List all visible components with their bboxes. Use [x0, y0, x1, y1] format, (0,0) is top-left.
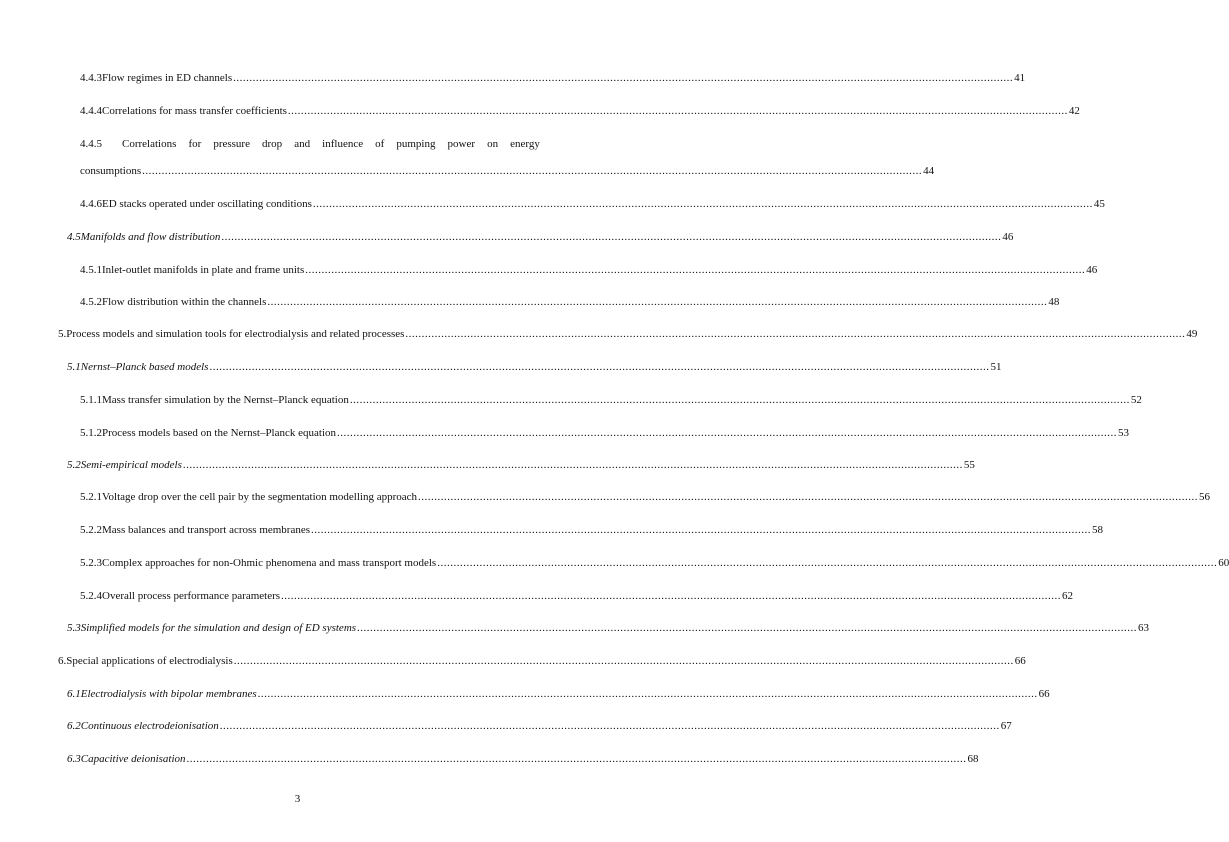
section-title: Process models and simulation tools for electrodialysis and related processes	[66, 328, 405, 340]
dot-leader	[267, 295, 1047, 309]
page-ref: 67	[1000, 720, 1012, 732]
dot-leader	[350, 393, 1130, 407]
section-number: 4.5	[67, 231, 81, 243]
toc-entry-6-1[interactable]	[67, 687, 1050, 701]
section-number: 5.2.4	[80, 590, 102, 602]
section-number: 6.2	[67, 720, 81, 732]
section-number: 6.3	[67, 753, 81, 765]
section-number: 4.4.4	[80, 105, 102, 117]
section-title-line1	[122, 137, 540, 151]
title-word: power	[447, 138, 476, 150]
section-number: 5.1	[67, 361, 81, 373]
section-number: 5.2	[67, 459, 81, 471]
title-word: pressure	[213, 138, 250, 150]
dot-leader	[234, 654, 1014, 668]
dot-leader	[187, 752, 967, 766]
section-number: 6.	[58, 655, 67, 667]
toc-entry-4-4-4[interactable]	[80, 104, 1080, 118]
dot-leader	[233, 71, 1013, 85]
section-number: 4.4.5	[80, 138, 102, 150]
section-number: 5.1.2	[80, 427, 102, 439]
section-number: 5.	[58, 328, 67, 340]
dot-leader	[357, 621, 1137, 635]
toc-entry-5-1-2[interactable]	[80, 426, 1130, 440]
dot-leader	[418, 490, 1198, 504]
page-ref: 56	[1199, 491, 1211, 503]
section-number: 5.2.3	[80, 557, 102, 569]
section-title: Nernst–Planck based models	[80, 361, 209, 373]
section-title: ED stacks operated under oscillating conditions	[102, 198, 312, 210]
section-title: Complex approaches for non-Ohmic phenomena and mass transport models	[102, 557, 437, 569]
toc-entry-4-5-2[interactable]	[80, 295, 1060, 309]
page-ref: 42	[1068, 105, 1080, 117]
toc-entry-4-5[interactable]	[67, 230, 1014, 244]
toc-entry-6-2[interactable]	[67, 719, 1012, 733]
dot-leader	[311, 523, 1091, 537]
section-number: 5.2.2	[80, 524, 102, 536]
section-number: 6.1	[67, 688, 81, 700]
toc-entry-5-2-4[interactable]	[80, 589, 1074, 603]
section-title: Process models based on the Nernst–Planck equation	[102, 427, 337, 439]
dot-leader	[183, 458, 963, 472]
section-title: Simplified models for the simulation and design of ED systems	[80, 622, 357, 634]
dot-leader	[258, 687, 1038, 701]
page-ref: 62	[1062, 590, 1074, 602]
toc-entry-4-5-1[interactable]	[80, 263, 1098, 277]
section-number: 4.5.2	[80, 296, 102, 308]
page-ref: 60	[1218, 557, 1229, 569]
title-word: on	[487, 138, 499, 150]
page-ref: 49	[1186, 328, 1198, 340]
toc-entry-5-2-1[interactable]	[80, 490, 1211, 504]
dot-leader	[209, 360, 989, 374]
page-ref: 68	[967, 753, 979, 765]
toc-entry-5[interactable]	[58, 327, 1198, 341]
page-ref: 55	[963, 459, 975, 471]
dot-leader	[142, 164, 922, 178]
toc-entry-5-2-3[interactable]	[80, 556, 1229, 570]
section-title: Special applications of electrodialysis	[66, 655, 233, 667]
page-ref: 45	[1093, 198, 1105, 210]
section-title: Correlations for mass transfer coefficients	[102, 105, 287, 117]
page-ref: 48	[1048, 296, 1060, 308]
page-ref: 63	[1138, 622, 1150, 634]
section-title: Capacitive deionisation	[80, 753, 186, 765]
title-word: influence	[322, 138, 364, 150]
title-word: energy	[510, 138, 540, 150]
section-number: 4.4.3	[80, 72, 102, 84]
page-ref: 44	[923, 165, 935, 177]
dot-leader	[337, 426, 1117, 440]
section-title-line2: consumptions	[80, 165, 142, 177]
page-ref: 52	[1130, 394, 1142, 406]
section-title: Voltage drop over the cell pair by the segmentation modelling approach	[102, 491, 418, 503]
toc-entry-5-2-2[interactable]	[80, 523, 1104, 537]
page-ref: 51	[990, 361, 1002, 373]
page-ref: 46	[1086, 264, 1098, 276]
section-number: 4.5.1	[80, 264, 102, 276]
section-title: Inlet-outlet manifolds in plate and frame units	[102, 264, 305, 276]
title-word: pumping	[396, 138, 436, 150]
toc-entry-6-3[interactable]	[67, 752, 979, 766]
section-number: 5.2.1	[80, 491, 102, 503]
dot-leader	[313, 197, 1093, 211]
page-ref: 66	[1014, 655, 1026, 667]
section-title: Semi-empirical models	[80, 459, 182, 471]
dot-leader	[288, 104, 1068, 118]
page-number: 3	[294, 793, 301, 805]
title-word: of	[375, 138, 385, 150]
section-title: Manifolds and flow distribution	[80, 231, 221, 243]
dot-leader	[281, 589, 1061, 603]
toc-entry-4-4-6[interactable]	[80, 197, 1105, 211]
dot-leader	[405, 327, 1185, 341]
toc-entry-5-1[interactable]	[67, 360, 1002, 374]
page-ref: 41	[1014, 72, 1026, 84]
section-title: Flow distribution within the channels	[102, 296, 267, 308]
section-title: Mass transfer simulation by the Nernst–Planck equation	[102, 394, 349, 406]
section-number: 4.4.6	[80, 198, 102, 210]
section-number: 5.1.1	[80, 394, 102, 406]
toc-entry-6[interactable]	[58, 654, 1026, 668]
page-ref: 66	[1038, 688, 1050, 700]
section-title: Electrodialysis with bipolar membranes	[80, 688, 257, 700]
dot-leader	[437, 556, 1217, 570]
page-ref: 46	[1002, 231, 1014, 243]
section-title: Overall process performance parameters	[102, 590, 281, 602]
toc-entry-5-2[interactable]	[67, 458, 975, 472]
title-word: and	[294, 138, 311, 150]
toc-entry-4-4-5-line2[interactable]	[80, 164, 935, 178]
section-title: Mass balances and transport across membranes	[102, 524, 311, 536]
title-word: Correlations	[122, 138, 177, 150]
title-word: for	[188, 138, 202, 150]
section-title: Flow regimes in ED channels	[102, 72, 233, 84]
dot-leader	[221, 230, 1001, 244]
toc-entry-4-4-3[interactable]	[80, 71, 1026, 85]
section-title: Continuous electrodeionisation	[80, 720, 219, 732]
toc-entry-5-1-1[interactable]	[80, 393, 1142, 407]
toc-entry-4-4-5-line1[interactable]	[80, 137, 540, 151]
section-number: 5.3	[67, 622, 81, 634]
page-ref: 58	[1092, 524, 1104, 536]
toc-entry-5-3[interactable]	[67, 621, 1150, 635]
dot-leader	[220, 719, 1000, 733]
dot-leader	[305, 263, 1085, 277]
page-ref: 53	[1118, 427, 1130, 439]
title-word: drop	[262, 138, 283, 150]
